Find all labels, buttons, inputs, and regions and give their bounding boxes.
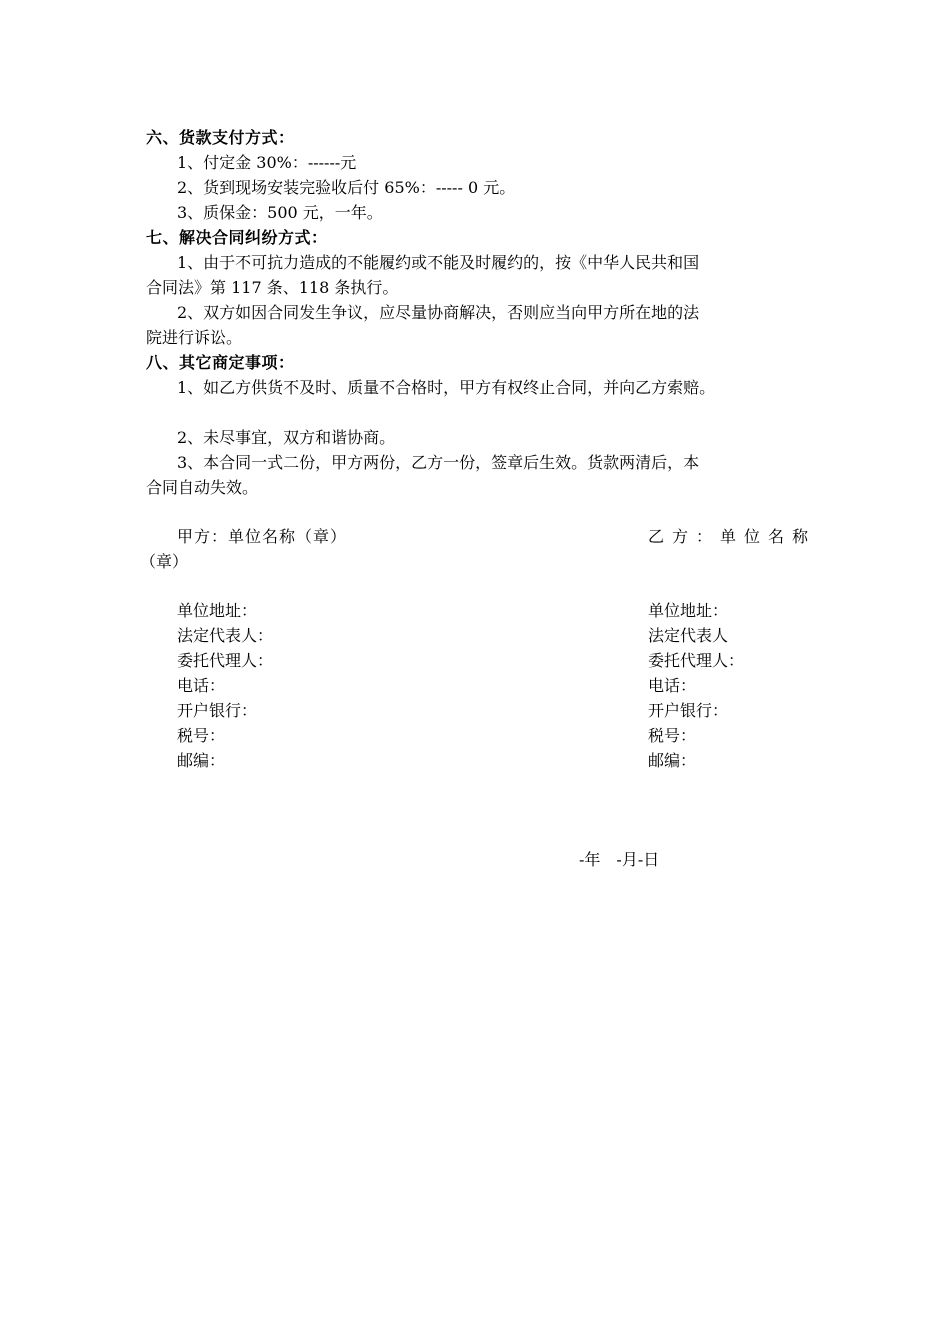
section-7-item-1-line-2: 合同法》第 117 条、118 条执行。 — [146, 278, 399, 297]
party-a-postcode: 邮编： — [177, 751, 226, 770]
section-8-item-3-line-1: 3、本合同一式二份，甲方两份，乙方一份，签章后生效。货款两清后，本 — [177, 453, 700, 472]
party-b-postcode: 邮编： — [648, 751, 697, 770]
section-7-item-1-line-1: 1、由于不可抗力造成的不能履约或不能及时履约的，按《中华人民共和国 — [177, 253, 700, 272]
party-b-name-label-line-2: （章） — [140, 552, 189, 571]
section-6-item-1: 1、付定金 30%：------元 — [177, 153, 357, 172]
party-a-bank: 开户银行： — [177, 701, 258, 720]
party-b-bank: 开户银行： — [648, 701, 729, 720]
party-a-legal-representative: 法定代表人： — [177, 626, 274, 645]
section-6-heading: 六、货款支付方式： — [146, 128, 295, 147]
section-6-item-3: 3、质保金：500 元，一年。 — [177, 203, 383, 222]
section-8-heading: 八、其它商定事项： — [146, 353, 295, 372]
date-line: -年 -月-日 — [579, 850, 660, 869]
party-a-name-label: 甲方：单位名称（章） — [177, 527, 348, 546]
party-b-tax-number: 税号： — [648, 726, 697, 745]
section-7-item-2-line-1: 2、双方如因合同发生争议，应尽量协商解决，否则应当向甲方所在地的法 — [177, 303, 700, 322]
party-b-agent: 委托代理人： — [648, 651, 745, 670]
party-b-legal-representative: 法定代表人 — [648, 626, 729, 645]
party-b-phone: 电话： — [648, 676, 697, 695]
section-8-item-1: 1、如乙方供货不及时、质量不合格时，甲方有权终止合同，并向乙方索赔。 — [177, 378, 716, 397]
party-a-phone: 电话： — [177, 676, 226, 695]
section-7-heading: 七、解决合同纠纷方式： — [146, 228, 328, 247]
party-b-name-label-line-1: 乙方：单位名称 — [648, 527, 817, 546]
party-b-address: 单位地址： — [648, 601, 729, 620]
party-a-agent: 委托代理人： — [177, 651, 274, 670]
section-8-item-2: 2、未尽事宜，双方和谐协商。 — [177, 428, 396, 447]
section-7-item-2-line-2: 院进行诉讼。 — [146, 328, 243, 347]
section-8-item-3-line-2: 合同自动失效。 — [146, 478, 259, 497]
party-a-address: 单位地址： — [177, 601, 258, 620]
section-6-item-2: 2、货到现场安装完验收后付 65%：----- 0 元。 — [177, 178, 516, 197]
party-a-tax-number: 税号： — [177, 726, 226, 745]
